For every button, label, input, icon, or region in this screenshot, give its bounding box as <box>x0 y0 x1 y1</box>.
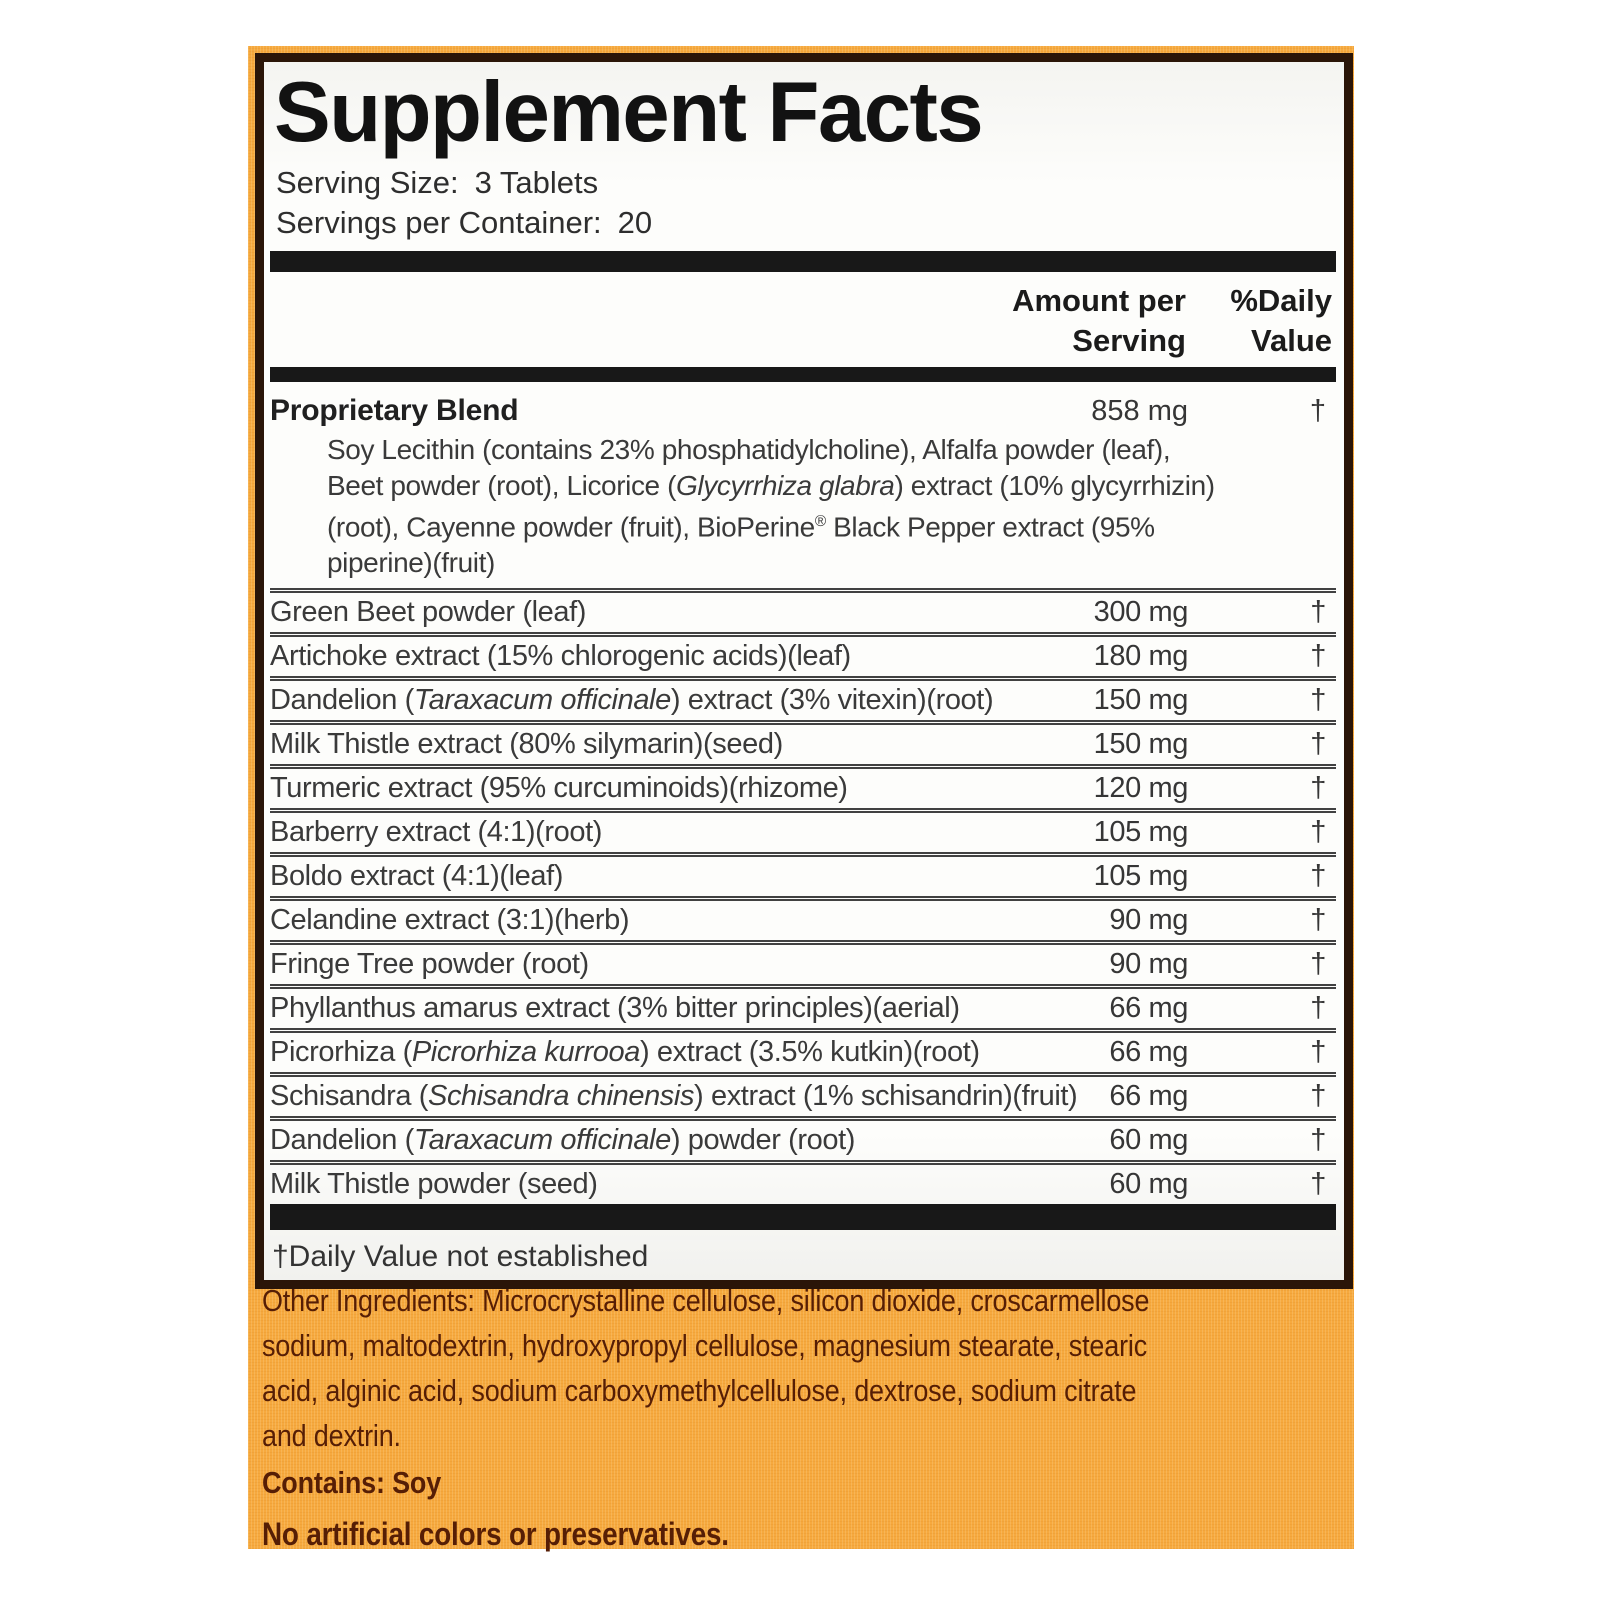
row-daily-value: † <box>1310 992 1326 1025</box>
row-daily-value: † <box>1310 728 1326 761</box>
other-ingredients-line: and dextrin. <box>262 1418 401 1453</box>
dv-header-line1: %Daily <box>1230 283 1332 318</box>
row-amount: 120 mg <box>1093 772 1188 805</box>
table-row <box>270 1072 1336 1116</box>
row-amount: 105 mg <box>1093 860 1188 893</box>
package-bottom-text <box>262 1278 1410 1552</box>
divider-bar-bottom <box>270 1204 1336 1230</box>
panel-title: Supplement Facts <box>274 65 983 160</box>
serving-size-line <box>276 163 1336 203</box>
package-background <box>248 46 1354 1552</box>
row-ingredient: Artichoke extract (15% chlorogenic acids)(leaf) <box>270 640 851 673</box>
row-ingredient: Schisandra (Schisandra chinensis) extract (1% schisandrin)(fruit) <box>270 1080 1078 1113</box>
proprietary-blend-row <box>270 382 1336 432</box>
table-row <box>270 632 1336 676</box>
other-ingredients-line: sodium, maltodextrin, hydroxypropyl cellulose, magnesium stearate, stearic <box>262 1328 1148 1363</box>
row-daily-value: † <box>1310 684 1326 717</box>
table-row <box>270 808 1336 852</box>
blend-description <box>327 432 1336 581</box>
row-daily-value: † <box>1310 1168 1326 1201</box>
row-ingredient: Boldo extract (4:1)(leaf) <box>270 860 564 893</box>
table-row <box>270 676 1336 720</box>
row-ingredient: Barberry extract (4:1)(root) <box>270 816 603 849</box>
row-amount: 60 mg <box>1109 1124 1188 1157</box>
row-amount: 90 mg <box>1109 904 1188 937</box>
table-row <box>270 984 1336 1028</box>
row-ingredient: Dandelion (Taraxacum officinale) extract (3% vitexin)(root) <box>270 684 994 717</box>
row-daily-value: † <box>1310 816 1326 849</box>
servings-per-container-label: Servings per Container: <box>276 205 602 240</box>
row-daily-value: † <box>1310 948 1326 981</box>
serving-info <box>276 163 1336 243</box>
allergen-statement: Contains: Soy <box>262 1465 442 1500</box>
servings-per-container-value: 20 <box>617 205 653 240</box>
other-ingredients-line: acid, alginic acid, sodium carboxymethylcellulose, dextrose, sodium citrate <box>262 1373 1137 1408</box>
table-row <box>270 588 1336 632</box>
row-daily-value: † <box>1310 1080 1326 1113</box>
row-amount: 66 mg <box>1109 1036 1188 1069</box>
divider-bar-header <box>270 367 1336 382</box>
table-row <box>270 852 1336 896</box>
ingredient-rows <box>270 588 1336 1204</box>
row-amount: 150 mg <box>1093 728 1188 761</box>
table-row <box>270 1116 1336 1160</box>
dv-header-line2: Value <box>1251 323 1332 358</box>
table-row <box>270 720 1336 764</box>
row-amount: 180 mg <box>1093 640 1188 673</box>
row-ingredient: Celandine extract (3:1)(herb) <box>270 904 630 937</box>
table-row <box>270 764 1336 808</box>
table-row <box>270 1160 1336 1204</box>
daily-value-column-header <box>1186 281 1336 361</box>
row-daily-value: † <box>1310 1036 1326 1069</box>
other-ingredients <box>262 1278 1410 1458</box>
row-daily-value: † <box>1310 596 1326 629</box>
row-ingredient: Turmeric extract (95% curcuminoids)(rhizome) <box>270 772 848 805</box>
supplement-facts-panel <box>255 53 1353 1289</box>
blend-name: Proprietary Blend <box>270 394 519 427</box>
blend-description-line: Beet powder (root), Licorice (Glycyrrhiza glabra) extract (10% glycyrrhizin) <box>327 470 1215 501</box>
row-ingredient: Green Beet powder (leaf) <box>270 596 587 629</box>
row-amount: 66 mg <box>1109 992 1188 1025</box>
row-ingredient: Phyllanthus amarus extract (3% bitter principles)(aerial) <box>270 992 960 1025</box>
row-amount: 60 mg <box>1109 1168 1188 1201</box>
row-amount: 300 mg <box>1093 596 1188 629</box>
row-amount: 105 mg <box>1093 816 1188 849</box>
no-artificial-claim: No artificial colors or preservatives. <box>262 1516 729 1552</box>
row-amount: 90 mg <box>1109 948 1188 981</box>
row-daily-value: † <box>1310 772 1326 805</box>
table-row <box>270 1028 1336 1072</box>
other-ingredients-line: Other Ingredients: Microcrystalline cellulose, silicon dioxide, croscarmellose <box>262 1283 1150 1318</box>
blend-description-line: piperine)(fruit) <box>327 547 495 579</box>
row-ingredient: Milk Thistle extract (80% silymarin)(seed) <box>270 728 783 761</box>
row-daily-value: † <box>1310 904 1326 937</box>
row-ingredient: Milk Thistle powder (seed) <box>270 1168 598 1201</box>
blend-description-line: (root), Cayenne powder (fruit), BioPerine® Black Pepper extract (95% <box>327 511 1155 543</box>
row-ingredient: Picrorhiza (Picrorhiza kurrooa) extract (3.5% kutkin)(root) <box>270 1036 980 1069</box>
blend-description-line: Soy Lecithin (contains 23% phosphatidylcholine), Alfalfa powder (leaf), <box>327 434 1171 465</box>
row-amount: 66 mg <box>1109 1080 1188 1113</box>
row-daily-value: † <box>1310 640 1326 673</box>
blend-amount: 858 mg <box>1091 395 1188 427</box>
row-daily-value: † <box>1310 1124 1326 1157</box>
serving-size-value: 3 Tablets <box>474 165 599 200</box>
divider-bar-top <box>270 251 1336 272</box>
row-daily-value: † <box>1310 860 1326 893</box>
row-ingredient: Fringe Tree powder (root) <box>270 948 589 981</box>
row-ingredient: Dandelion (Taraxacum officinale) powder (root) <box>270 1124 855 1157</box>
row-amount: 150 mg <box>1093 684 1188 717</box>
column-headers <box>270 281 1336 361</box>
table-row <box>270 940 1336 984</box>
table-row <box>270 896 1336 940</box>
servings-per-container-line <box>276 203 1336 243</box>
blend-daily-value: † <box>1309 395 1326 427</box>
serving-size-label: Serving Size: <box>276 165 459 200</box>
daily-value-footnote: †Daily Value not established <box>272 1240 649 1274</box>
amount-header-line2: Serving <box>1072 323 1186 358</box>
amount-column-header <box>1012 281 1186 361</box>
amount-header-line1: Amount per <box>1012 283 1186 318</box>
